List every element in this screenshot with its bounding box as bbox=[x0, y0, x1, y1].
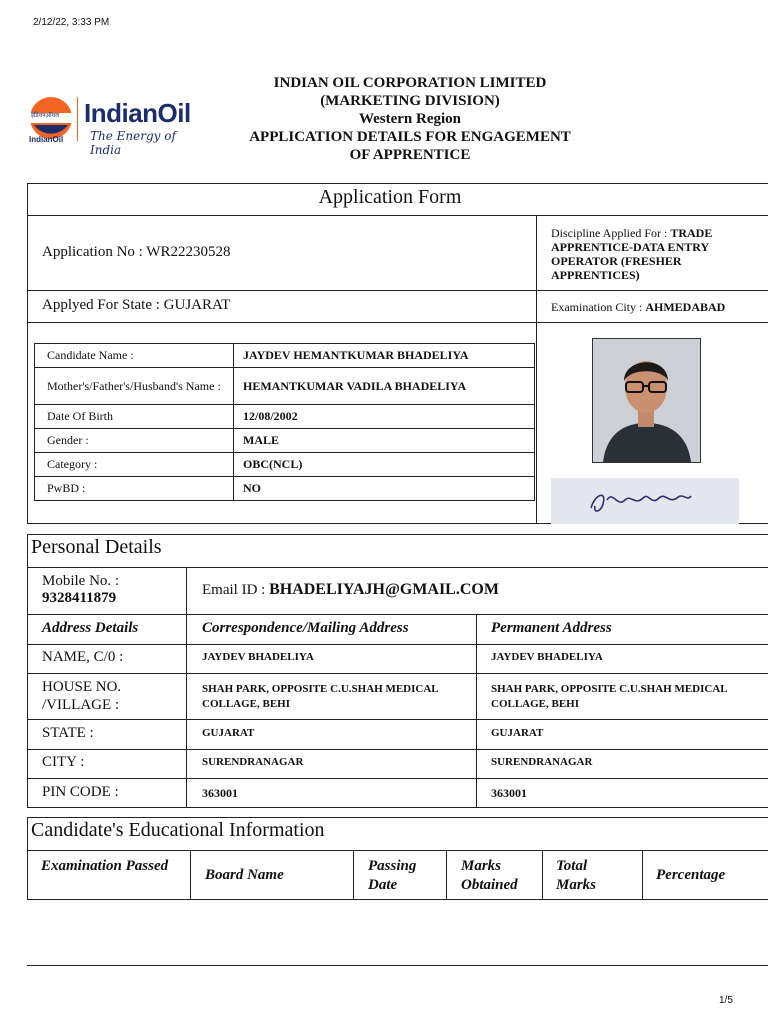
divider bbox=[446, 850, 447, 900]
divider bbox=[27, 290, 768, 291]
row-label: Category : bbox=[35, 453, 234, 477]
address-row-perm: SHAH PARK, OPPOSITE C.U.SHAH MEDICAL COLLAGE, BEHI bbox=[491, 683, 728, 710]
address-row-corr: GUJARAT bbox=[202, 727, 255, 739]
row-value: 12/08/2002 bbox=[234, 405, 535, 429]
divider bbox=[27, 778, 768, 779]
table-row bbox=[35, 429, 535, 453]
discipline-value: TRADE APPRENTICE-DATA ENTRY OPERATOR (FRESHER APPRENTICES) bbox=[551, 226, 713, 282]
address-header-permanent: Permanent Address bbox=[491, 620, 612, 636]
indianoil-logo bbox=[28, 95, 208, 157]
mobile-number bbox=[42, 573, 119, 607]
header-line-2: (MARKETING DIVISION) bbox=[320, 93, 500, 109]
table-row bbox=[35, 453, 535, 477]
email-id bbox=[202, 581, 499, 599]
divider bbox=[642, 850, 643, 900]
application-number bbox=[42, 244, 230, 261]
address-row-label: PIN CODE : bbox=[42, 784, 119, 800]
emblem-caption: IndianOil bbox=[29, 135, 64, 144]
table-row bbox=[35, 344, 535, 368]
address-header-details: Address Details bbox=[42, 620, 139, 636]
application-form-title: Application Form bbox=[318, 186, 462, 208]
edu-header-board: Board Name bbox=[205, 867, 284, 883]
personal-details-title: Personal Details bbox=[31, 536, 162, 558]
candidate-details-table bbox=[34, 343, 535, 501]
edu-header-marks-obtained: Marks Obtained bbox=[461, 858, 518, 893]
discipline-label: Discipline Applied For : bbox=[551, 226, 671, 240]
address-row-perm: SURENDRANAGAR bbox=[491, 756, 593, 768]
row-label: PwBD : bbox=[35, 477, 234, 501]
address-header-correspondence: Correspondence/Mailing Address bbox=[202, 620, 409, 636]
table-row bbox=[35, 477, 535, 501]
table-row bbox=[35, 368, 535, 405]
mobile-value: 9328411879 bbox=[42, 590, 117, 606]
row-label: Date Of Birth bbox=[35, 405, 234, 429]
footer-divider bbox=[27, 965, 768, 966]
candidate-photo bbox=[592, 338, 701, 463]
address-row-label: NAME, C/0 : bbox=[42, 649, 124, 665]
logo-divider bbox=[77, 97, 78, 141]
divider bbox=[536, 215, 537, 524]
candidate-signature bbox=[551, 478, 739, 524]
address-row-label: HOUSE NO. /VILLAGE : bbox=[42, 679, 122, 713]
exam-city-value: AHMEDABAD bbox=[645, 300, 726, 314]
divider bbox=[190, 850, 191, 900]
email-label: Email ID : bbox=[202, 582, 270, 598]
exam-city bbox=[551, 300, 725, 315]
print-timestamp: 2/12/22, 3:33 PM bbox=[33, 17, 110, 28]
address-row-perm: GUJARAT bbox=[491, 727, 544, 739]
exam-city-label: Examination City : bbox=[551, 300, 646, 314]
logo-wordmark: IndianOil bbox=[84, 98, 191, 128]
edu-header-passing-date: Passing Date bbox=[368, 858, 417, 893]
emblem-hindi-text: इंडियनऑयल bbox=[31, 112, 60, 119]
header-line-5: OF APPRENTICE bbox=[349, 147, 471, 163]
email-value: BHADELIYAJH@GMAIL.COM bbox=[269, 581, 499, 598]
row-value: OBC(NCL) bbox=[234, 453, 535, 477]
divider bbox=[27, 749, 768, 750]
divider bbox=[27, 614, 768, 615]
edu-header-exam: Examination Passed bbox=[41, 858, 169, 874]
divider bbox=[27, 673, 768, 674]
signature-icon bbox=[551, 478, 739, 524]
address-row-corr: JAYDEV BHADELIYA bbox=[202, 651, 314, 663]
row-value: MALE bbox=[234, 429, 535, 453]
divider bbox=[27, 567, 768, 568]
address-row-corr: SHAH PARK, OPPOSITE C.U.SHAH MEDICAL COLLAGE, BEHI bbox=[202, 683, 439, 710]
address-row-corr: SURENDRANAGAR bbox=[202, 756, 304, 768]
edu-header-total-marks: Total Marks bbox=[556, 858, 597, 893]
address-row-label: STATE : bbox=[42, 725, 94, 741]
address-row-corr: 363001 bbox=[202, 786, 238, 800]
divider bbox=[186, 567, 187, 808]
personal-details-box bbox=[27, 534, 768, 808]
state-label: Applyed For State : bbox=[42, 297, 164, 313]
applied-state bbox=[42, 297, 230, 314]
row-label: Gender : bbox=[35, 429, 234, 453]
person-photo-icon bbox=[593, 339, 700, 462]
divider bbox=[27, 322, 768, 323]
table-row bbox=[35, 405, 535, 429]
discipline-applied bbox=[551, 226, 751, 282]
row-label: Candidate Name : bbox=[35, 344, 234, 368]
header-line-3: Western Region bbox=[358, 111, 462, 127]
edu-header-percentage: Percentage bbox=[656, 867, 726, 883]
logo-tagline: The Energy of India bbox=[90, 129, 176, 157]
row-value: HEMANTKUMAR VADILA BHADELIYA bbox=[234, 368, 535, 405]
divider bbox=[476, 614, 477, 808]
divider bbox=[542, 850, 543, 900]
application-no-label: Application No : bbox=[42, 244, 147, 260]
divider bbox=[27, 644, 768, 645]
address-row-perm: JAYDEV BHADELIYA bbox=[491, 651, 603, 663]
divider bbox=[27, 719, 768, 720]
application-no-value: WR22230528 bbox=[146, 244, 231, 260]
header-line-1: INDIAN OIL CORPORATION LIMITED bbox=[273, 75, 547, 91]
document-header bbox=[200, 74, 620, 164]
header-line-4: APPLICATION DETAILS FOR ENGAGEMENT bbox=[249, 129, 571, 145]
address-row-label: CITY : bbox=[42, 754, 85, 770]
divider bbox=[353, 850, 354, 900]
page-number: 1/5 bbox=[719, 995, 733, 1006]
divider bbox=[27, 850, 768, 851]
address-row-perm: 363001 bbox=[491, 786, 527, 800]
state-value: GUJARAT bbox=[163, 297, 231, 313]
mobile-label: Mobile No. : bbox=[42, 573, 120, 589]
row-value: NO bbox=[234, 477, 535, 501]
education-title: Candidate's Educational Information bbox=[31, 819, 325, 841]
row-value: JAYDEV HEMANTKUMAR BHADELIYA bbox=[234, 344, 535, 368]
divider bbox=[27, 215, 768, 216]
row-label: Mother's/Father's/Husband's Name : bbox=[35, 368, 234, 405]
